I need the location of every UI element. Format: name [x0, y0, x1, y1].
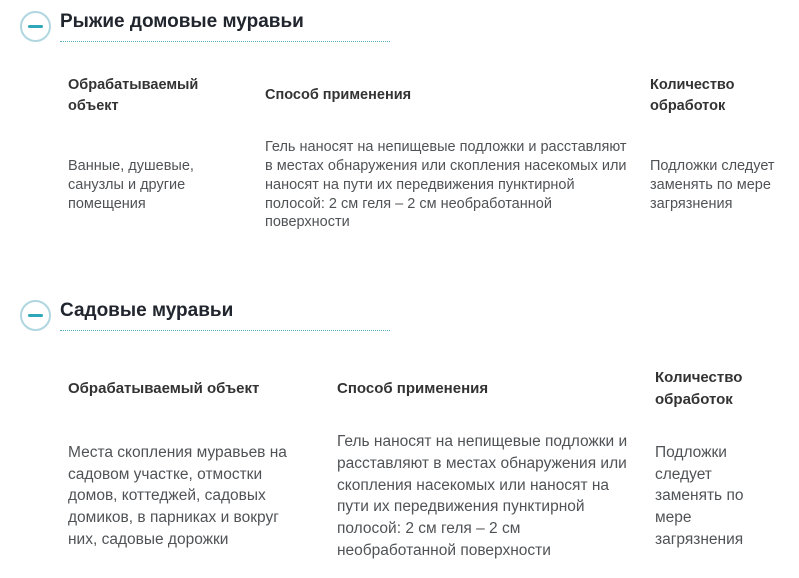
table-header-count: Количество обработок: [650, 76, 735, 114]
table-header-count: Количество обработок: [655, 369, 743, 409]
accordion-header-red-house-ants[interactable]: [0, 11, 799, 42]
accordion-header-garden-ants[interactable]: [0, 300, 799, 331]
section-title-red-house-ants[interactable]: Рыжие домовые муравьи: [60, 11, 390, 42]
section-red-house-ants: [0, 11, 799, 232]
table-cell-count: Подложки следует заменять по мере загрязнения: [655, 444, 744, 548]
table-header-method: Способ применения: [337, 380, 489, 398]
table-cell-object: Места скопления муравьев на садовом участке, отмостки домов, коттеджей, садовых домиков, в парниках и вокруг них, садовые дорожки: [68, 444, 287, 548]
section-garden-ants: [0, 300, 799, 561]
table-cell-method: Гель наносят на непищевые подложки и расставляют в местах обнаружения или скопления насекомых или наносят на пути их передвижения пунктирной полосой: 2 см геля – 2 см необработанной поверхности: [337, 433, 628, 559]
treatment-table-red-house-ants: [0, 70, 799, 232]
table-cell-object: Ванные, душевые, санузлы и другие помещения: [68, 157, 194, 212]
table-cell-method: Гель наносят на непищевые подложки и расставляют в местах обнаружения или скопления насекомых или наносят на пути их передвижения пунктирной полосой: 2 см геля – 2 см необработанной поверхности: [265, 139, 627, 231]
minus-bar: [28, 25, 43, 28]
treatment-table-garden-ants: [0, 363, 799, 561]
table-header-method: Способ применения: [265, 87, 412, 104]
collapse-minus-icon[interactable]: [20, 11, 51, 42]
minus-bar: [28, 314, 43, 317]
table-header-object: Обрабатываемый объект: [68, 76, 199, 114]
section-title-garden-ants[interactable]: Садовые муравьи: [60, 300, 390, 331]
table-cell-count: Подложки следует заменять по мере загрязнения: [650, 157, 775, 212]
table-header-object: Обрабатываемый объект: [68, 380, 260, 398]
collapse-minus-icon[interactable]: [20, 300, 51, 331]
